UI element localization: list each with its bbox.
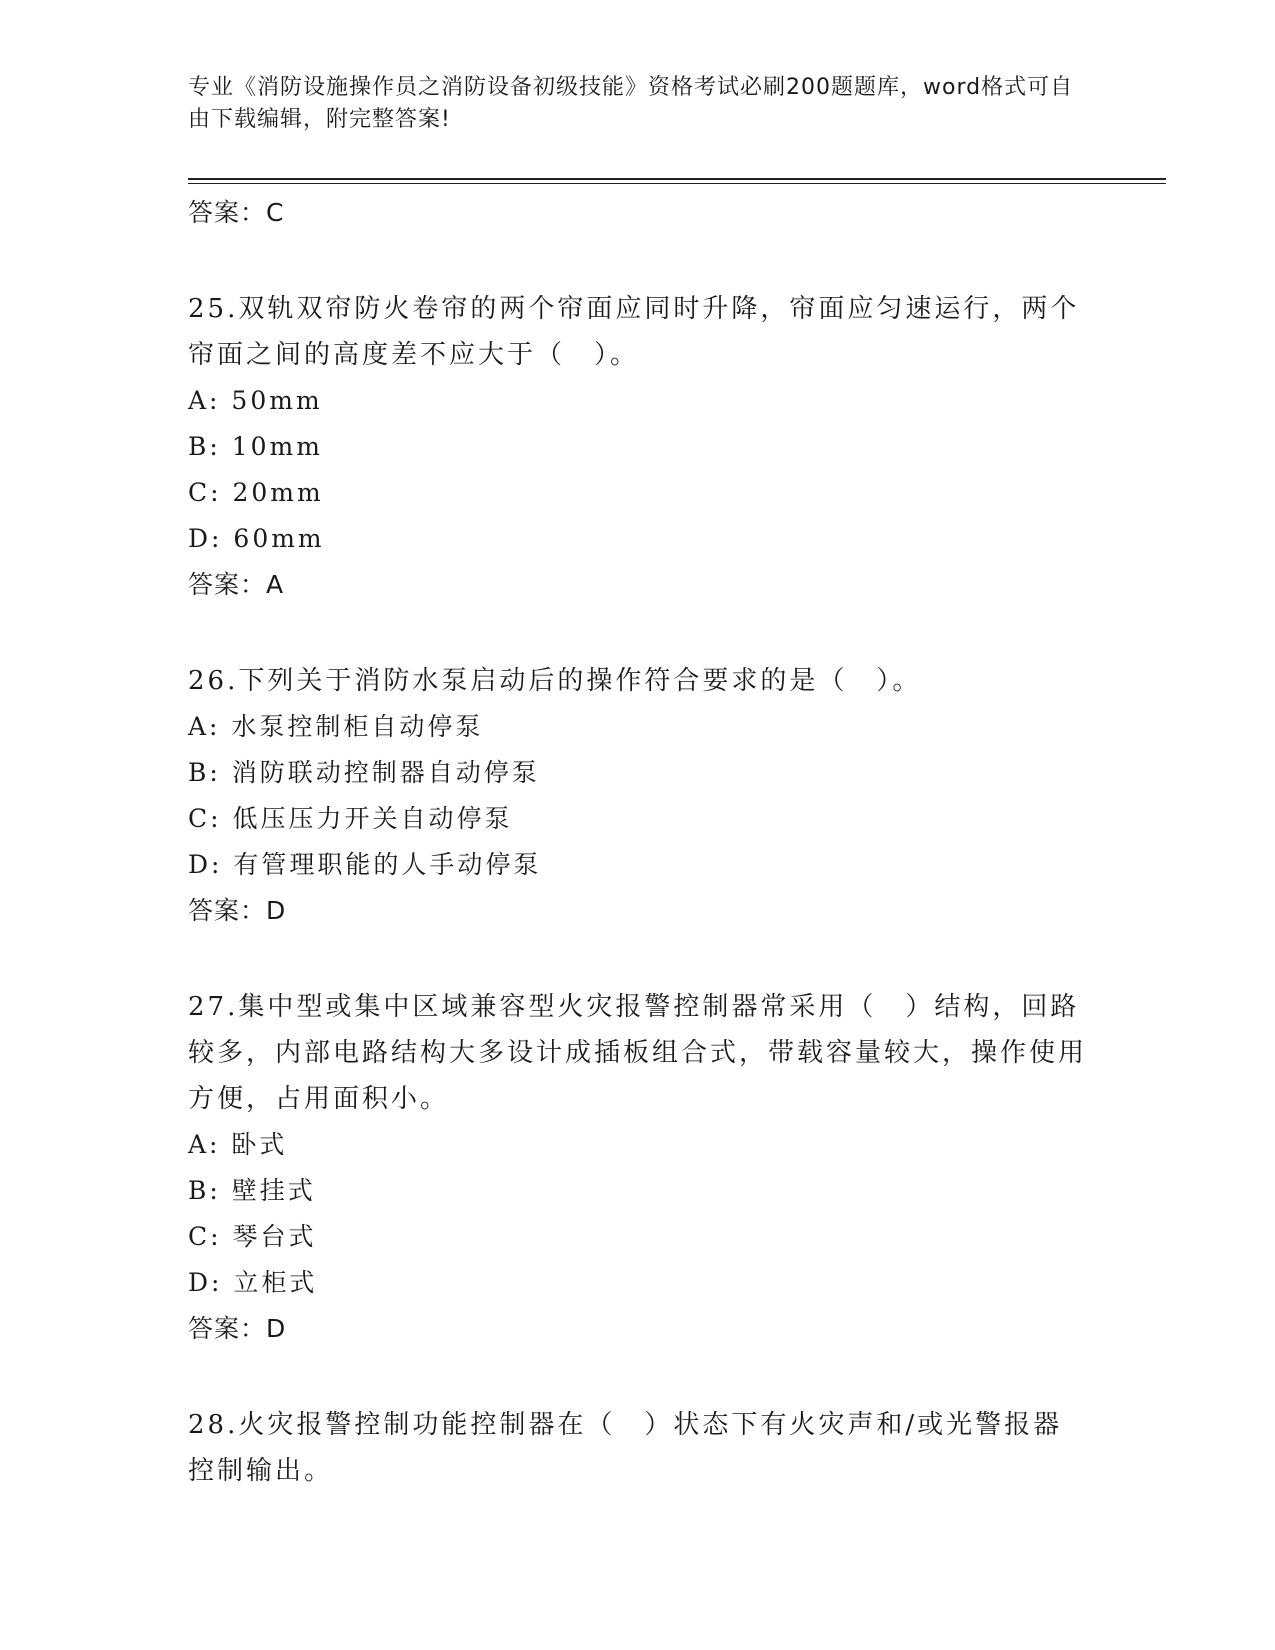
question-text: 26.下列关于消防水泵启动后的操作符合要求的是（ ）。	[188, 666, 922, 696]
option-c: C: 低压压力开关自动停泵	[188, 804, 513, 833]
question-text: 28.火灾报警控制功能控制器在（ ）状态下有火灾声和/或光警报器控制输出。	[188, 1410, 1063, 1486]
option-c: C: 20mm	[188, 478, 324, 507]
option-a: A: 水泵控制柜自动停泵	[188, 712, 484, 741]
answer-line: 答案：D	[188, 896, 287, 925]
answer-line: 答案：C	[188, 198, 285, 227]
option-d: D: 60mm	[188, 524, 325, 553]
question-text: 25.双轨双帘防火卷帘的两个帘面应同时升降，帘面应匀速运行，两个帘面之间的高度差不应大于（ ）。	[188, 294, 1080, 370]
question-text: 27.集中型或集中区域兼容型火灾报警控制器常采用（ ）结构，回路较多，内部电路结构大多设计成插板组合式，带载容量较大，操作使用方便，占用面积小。	[188, 992, 1088, 1114]
option-d: D: 立柜式	[188, 1268, 318, 1297]
answer-line: 答案：A	[188, 570, 285, 599]
header-rule-thin	[188, 183, 1166, 184]
option-c: C: 琴台式	[188, 1222, 317, 1251]
header-rule-thick	[188, 178, 1166, 180]
option-a: A: 50mm	[188, 386, 323, 415]
option-a: A: 卧式	[188, 1130, 288, 1159]
document-header: 专业《消防设施操作员之消防设备初级技能》资格考试必刷200题题库，word格式可自由下载编辑，附完整答案!	[188, 75, 1074, 132]
option-b: B: 10mm	[188, 432, 323, 461]
question-25	[188, 286, 1088, 608]
answer-line: 答案：D	[188, 1314, 287, 1343]
option-b: B: 壁挂式	[188, 1176, 316, 1205]
option-b: B: 消防联动控制器自动停泵	[188, 758, 540, 787]
option-d: D: 有管理职能的人手动停泵	[188, 850, 542, 879]
question-27	[188, 984, 1088, 1352]
question-28	[188, 1402, 1088, 1494]
question-26	[188, 658, 1088, 934]
question-list	[188, 190, 1088, 1494]
